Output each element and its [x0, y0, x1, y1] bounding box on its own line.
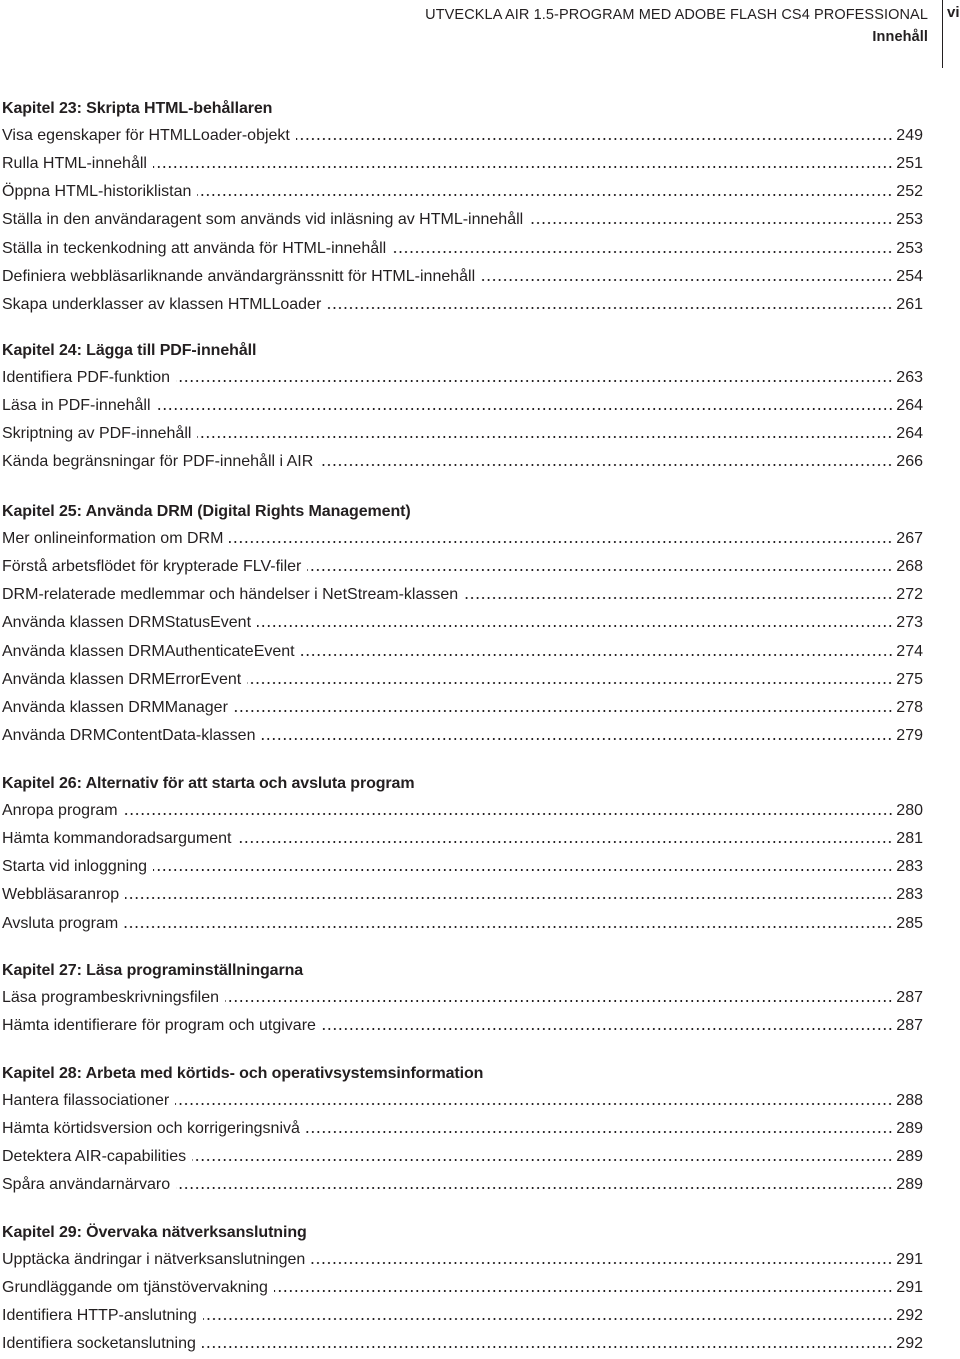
dot-leader — [306, 1127, 893, 1137]
toc-entry-label: Spåra användarnärvaro — [2, 1176, 171, 1194]
toc-entry[interactable] — [2, 797, 923, 825]
toc-entry-page: 268 — [896, 558, 923, 576]
toc-entry-page: 291 — [896, 1251, 923, 1268]
dot-leader — [203, 1314, 893, 1324]
toc-entry-page: 275 — [896, 670, 923, 688]
toc-entry[interactable] — [2, 638, 923, 666]
toc-entry[interactable] — [2, 1143, 923, 1171]
dot-leader — [301, 650, 893, 660]
toc-entry[interactable] — [2, 1087, 923, 1115]
toc-entry-page: 287 — [896, 989, 923, 1006]
toc-entry[interactable] — [2, 553, 923, 581]
toc-entry[interactable] — [2, 291, 923, 319]
dot-leader — [153, 162, 893, 172]
dot-leader — [464, 593, 893, 603]
toc-entry[interactable] — [2, 364, 923, 392]
toc-entry-label: Ställa in den användaragent som används vid inläsning av HTML-innehåll — [2, 211, 524, 229]
dot-leader — [202, 1342, 893, 1352]
toc-entry-label: Förstå arbetsflödet för krypterade FLV-filer — [2, 558, 302, 576]
toc-entry[interactable] — [2, 206, 923, 234]
toc-entry-label: Upptäcka ändringar i nätverksanslutningen — [2, 1251, 306, 1268]
toc-entry-page: 261 — [896, 295, 923, 313]
toc-entry-page: 289 — [896, 1120, 923, 1138]
toc-chapter — [2, 338, 923, 477]
toc-entry[interactable] — [2, 853, 923, 881]
dot-leader — [234, 706, 893, 716]
toc-entry-page: 251 — [896, 155, 923, 173]
toc-entry[interactable] — [2, 1012, 923, 1040]
toc-entry-label: Webbläsaranrop — [2, 886, 120, 904]
toc-entry-page: 273 — [896, 614, 923, 632]
toc-entry-label: Läsa in PDF-innehåll — [2, 397, 151, 415]
toc-entry[interactable] — [2, 150, 923, 178]
chapter-title: Kapitel 27: Läsa programinställningarna — [2, 962, 304, 979]
book-title: UTVECKLA AIR 1.5-PROGRAM MED ADOBE FLASH CS4 PROFESSIONAL — [425, 7, 928, 23]
toc-entry[interactable] — [2, 666, 923, 694]
toc-entry[interactable] — [2, 722, 923, 750]
toc-entry[interactable] — [2, 1171, 923, 1199]
toc-entry-page: 280 — [896, 802, 923, 819]
running-header — [425, 5, 928, 47]
toc-chapter — [2, 771, 923, 938]
toc-entry-page: 254 — [896, 267, 923, 285]
toc-entry-label: Kända begränsningar för PDF-innehåll i AIR — [2, 453, 314, 471]
toc-entry-page: 264 — [896, 397, 923, 415]
toc-entry[interactable] — [2, 122, 923, 150]
dot-leader — [124, 922, 893, 932]
dot-leader — [319, 460, 893, 470]
dot-leader — [274, 1286, 893, 1296]
toc-entry[interactable] — [2, 694, 923, 722]
dot-leader — [481, 275, 893, 285]
dot-leader — [225, 996, 893, 1006]
section-title: Innehåll — [872, 29, 928, 45]
toc-entry[interactable] — [2, 1246, 923, 1274]
toc-entry-label: Identifiera PDF-funktion — [2, 369, 171, 386]
dot-leader — [125, 893, 893, 903]
toc-entry[interactable] — [2, 984, 923, 1012]
toc-entry-label: Grundläggande om tjänstövervakning — [2, 1279, 268, 1297]
dot-leader — [124, 809, 893, 819]
toc-entry-label: Anropa program — [2, 802, 118, 819]
toc-entry-label: Identifiera HTTP-anslutning — [2, 1307, 197, 1325]
dot-leader — [175, 1099, 893, 1109]
toc-entry-page: 274 — [896, 642, 923, 660]
toc-entry[interactable] — [2, 1115, 923, 1143]
toc-entry-page: 289 — [896, 1176, 923, 1194]
toc-entry-page: 281 — [896, 830, 923, 848]
toc-entry-page: 263 — [896, 369, 923, 386]
toc-entry-page: 292 — [896, 1335, 923, 1353]
toc-entry-label: Ställa in teckenkodning att använda för HTML-innehåll — [2, 239, 387, 257]
toc-entry-label: DRM-relaterade medlemmar och händelser i NetStream-klassen — [2, 586, 459, 604]
toc-entry[interactable] — [2, 420, 923, 448]
dot-leader — [261, 734, 893, 744]
toc-entry-page: 266 — [896, 453, 923, 471]
dot-leader — [176, 1183, 893, 1193]
toc-entry-label: Använda klassen DRMErrorEvent — [2, 670, 242, 688]
chapter-title: Kapitel 29: Övervaka nätverksanslutning — [2, 1224, 307, 1241]
dot-leader — [197, 432, 893, 442]
dot-leader — [311, 1258, 893, 1268]
page-number: vi — [947, 4, 960, 21]
dot-leader — [247, 678, 893, 688]
toc-entry-label: Hämta kommandoradsargument — [2, 830, 232, 848]
toc-entry-label: Definiera webbläsarliknande användargränssnitt för HTML-innehåll — [2, 267, 476, 285]
dot-leader — [392, 247, 893, 257]
toc-entry[interactable] — [2, 881, 923, 909]
dot-leader — [237, 837, 893, 847]
chapter-title: Kapitel 26: Alternativ för att starta och avsluta program — [2, 775, 415, 792]
toc-chapter — [2, 96, 923, 319]
toc-entry[interactable] — [2, 525, 923, 553]
toc-entry[interactable] — [2, 178, 923, 206]
toc-entry-label: Öppna HTML-historiklistan — [2, 183, 192, 201]
toc-entry-label: Hantera filassociationer — [2, 1092, 170, 1109]
toc-entry[interactable] — [2, 1302, 923, 1330]
toc-entry-label: Skapa underklasser av klassen HTMLLoader — [2, 295, 322, 313]
toc-entry[interactable] — [2, 1274, 923, 1302]
toc-entry-page: 288 — [896, 1092, 923, 1109]
dot-leader — [157, 404, 893, 414]
dot-leader — [322, 1024, 893, 1034]
toc-entry-label: Hämta körtidsversion och korrigeringsnivå — [2, 1120, 300, 1138]
dot-leader — [229, 537, 893, 547]
toc-entry-page: 278 — [896, 698, 923, 716]
chapter-title: Kapitel 28: Arbeta med körtids- och operativsystemsinformation — [2, 1065, 484, 1082]
toc-entry-page: 285 — [896, 914, 923, 932]
toc-entry-page: 283 — [896, 886, 923, 904]
dot-leader — [197, 190, 893, 200]
toc-entry-page: 253 — [896, 211, 923, 229]
toc-entry-label: Identifiera socketanslutning — [2, 1335, 196, 1353]
toc-entry-page: 264 — [896, 425, 923, 443]
toc-entry-page: 291 — [896, 1279, 923, 1297]
toc-entry-label: Detektera AIR-capabilities — [2, 1148, 187, 1166]
toc-entry[interactable] — [2, 1330, 923, 1358]
toc-entry-page: 279 — [896, 726, 923, 744]
toc-entry-label: Starta vid inloggning — [2, 858, 147, 876]
toc-entry[interactable] — [2, 609, 923, 637]
dot-leader — [176, 376, 893, 386]
toc-entry-page: 272 — [896, 586, 923, 604]
toc-entry-page: 292 — [896, 1307, 923, 1325]
toc-entry[interactable] — [2, 581, 923, 609]
toc-entry-label: Mer onlineinformation om DRM — [2, 530, 224, 547]
toc-entry[interactable] — [2, 825, 923, 853]
dot-leader — [327, 303, 893, 313]
toc-entry-page: 249 — [896, 127, 923, 144]
toc-entry-label: Skriptning av PDF-innehåll — [2, 425, 192, 443]
toc-entry-page: 267 — [896, 530, 923, 547]
toc-entry-label: Rulla HTML-innehåll — [2, 155, 147, 173]
dot-leader — [192, 1155, 893, 1165]
toc-entry-page: 252 — [896, 183, 923, 201]
dot-leader — [296, 134, 893, 144]
dot-leader — [307, 565, 893, 575]
toc-entry-label: Använda klassen DRMManager — [2, 698, 228, 716]
dot-leader — [153, 865, 893, 875]
toc-entry[interactable] — [2, 235, 923, 263]
toc-entry[interactable] — [2, 448, 923, 476]
toc-entry[interactable] — [2, 263, 923, 291]
toc-entry-label: Använda klassen DRMAuthenticateEvent — [2, 642, 295, 660]
chapter-title: Kapitel 24: Lägga till PDF-innehåll — [2, 342, 257, 359]
header-divider — [942, 0, 943, 68]
toc-entry-label: Använda DRMContentData-klassen — [2, 726, 256, 744]
chapter-title: Kapitel 25: Använda DRM (Digital Rights Management) — [2, 503, 411, 520]
toc-entry[interactable] — [2, 392, 923, 420]
toc-entry-page: 287 — [896, 1017, 923, 1035]
toc-entry-label: Avsluta program — [2, 914, 119, 932]
dot-leader — [529, 218, 893, 228]
toc-entry-label: Använda klassen DRMStatusEvent — [2, 614, 252, 632]
toc-entry[interactable] — [2, 910, 923, 938]
toc-chapter — [2, 958, 923, 1040]
toc-entry-label: Läsa programbeskrivningsfilen — [2, 989, 219, 1006]
toc-entry-label: Hämta identifierare för program och utgivare — [2, 1017, 316, 1035]
toc-entry-label: Visa egenskaper för HTMLLoader-objekt — [2, 127, 290, 144]
chapter-title: Kapitel 23: Skripta HTML-behållaren — [2, 100, 273, 117]
toc-entry-page: 289 — [896, 1148, 923, 1166]
toc-chapter — [2, 1220, 923, 1359]
toc-chapter — [2, 499, 923, 750]
toc-chapter — [2, 1061, 923, 1200]
toc-entry-page: 253 — [896, 239, 923, 257]
dot-leader — [257, 621, 893, 631]
toc-entry-page: 283 — [896, 858, 923, 876]
